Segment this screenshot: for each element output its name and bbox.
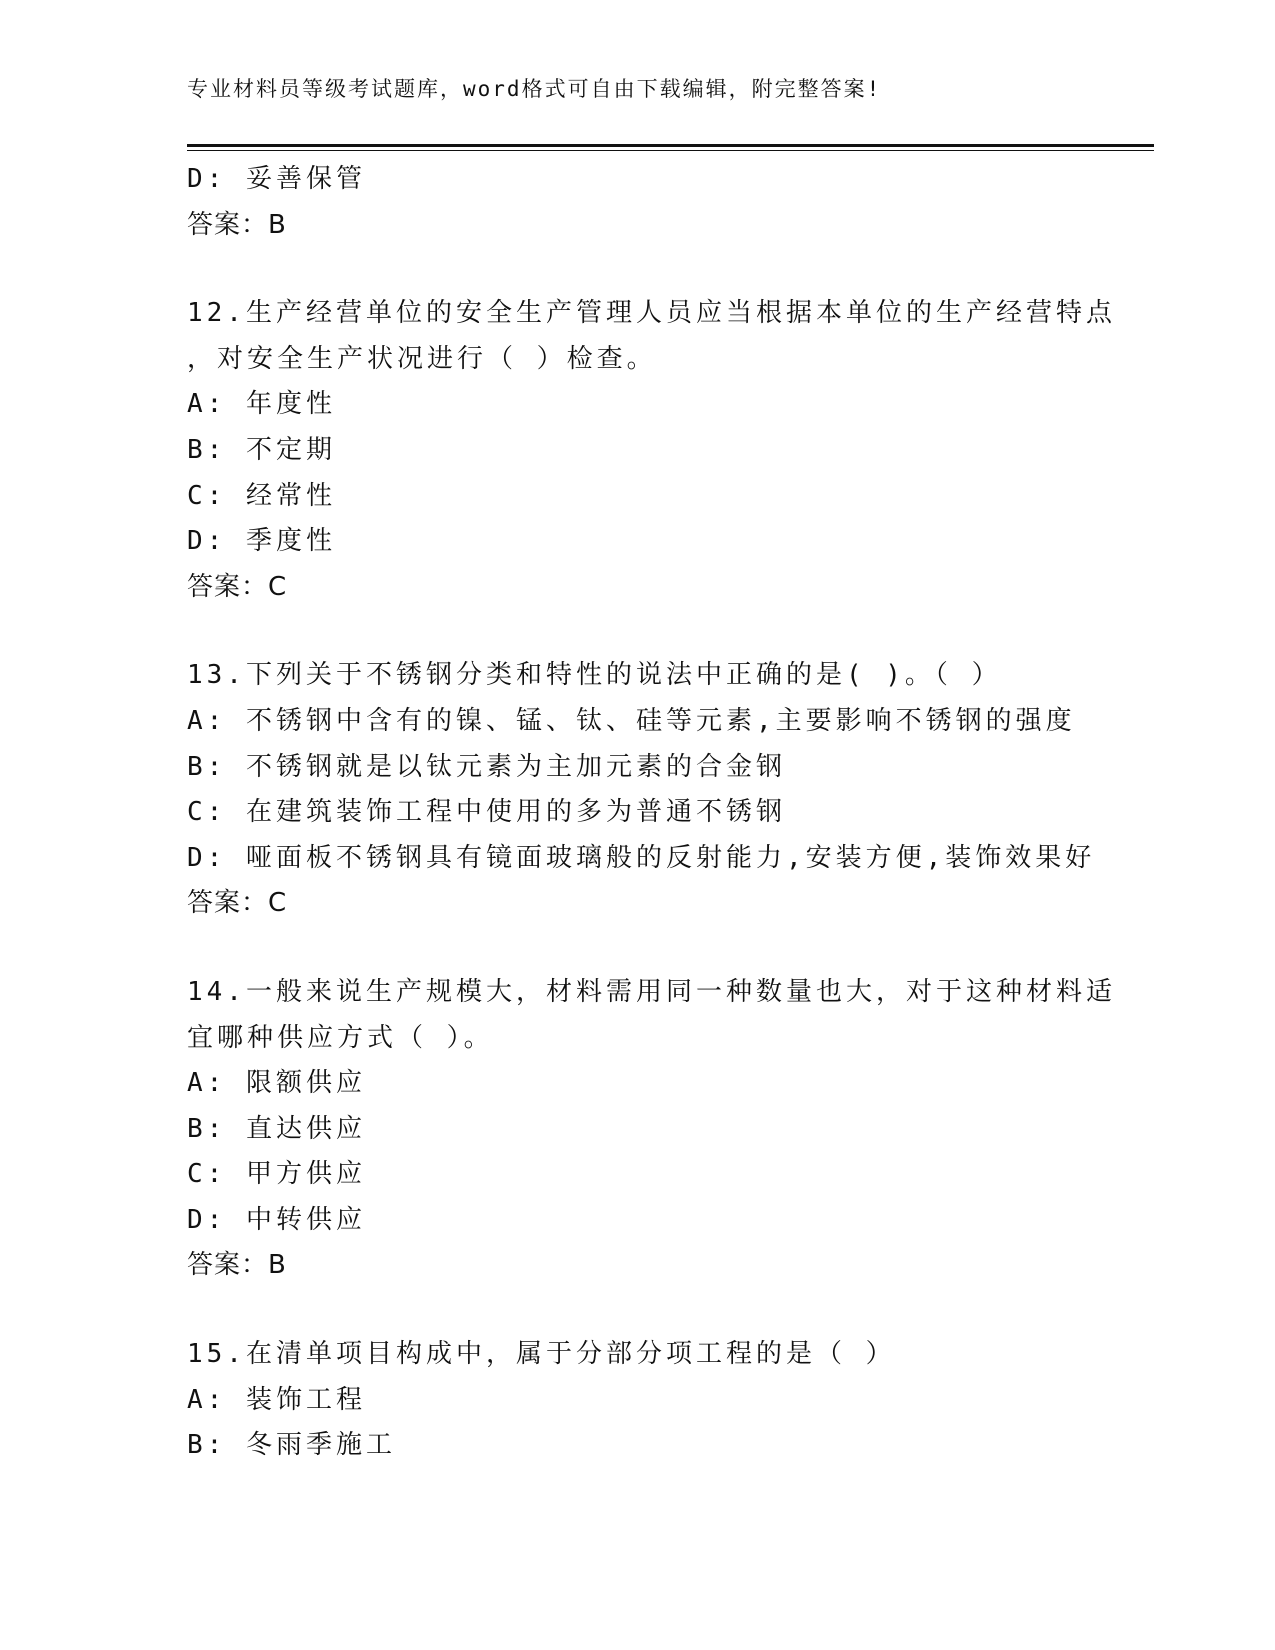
- option-c: C: 在建筑装饰工程中使用的多为普通不锈钢: [187, 797, 786, 828]
- option-b: B: 直达供应: [187, 1113, 366, 1144]
- header-rule-thick: [187, 144, 1154, 147]
- option-d: D: 中转供应: [187, 1204, 366, 1235]
- option-b: B: 不定期: [187, 434, 336, 465]
- option-a: A: 限额供应: [187, 1068, 366, 1099]
- question-11-tail: [187, 157, 1107, 248]
- option-d: D: 季度性: [187, 526, 336, 557]
- option-a: A: 年度性: [187, 389, 336, 420]
- question-13: [187, 653, 1107, 927]
- option-b: B: 不锈钢就是以钛元素为主加元素的合金钢: [187, 751, 786, 782]
- answer: 答案：B: [187, 1250, 287, 1281]
- question-list: [187, 157, 1116, 1469]
- question-15: [187, 1332, 1107, 1469]
- option-b: B: 冬雨季施工: [187, 1430, 396, 1461]
- question-stem: 14.一般来说生产规模大，材料需用同一种数量也大，对于这种材料适: [187, 976, 1116, 1007]
- answer: 答案：B: [187, 209, 287, 240]
- header-rule-thin: [187, 150, 1154, 151]
- option-a: A: 装饰工程: [187, 1384, 366, 1415]
- question-14: [187, 970, 1116, 1289]
- option-d: D: 哑面板不锈钢具有镜面玻璃般的反射能力,安装方便,装饰效果好: [187, 842, 1096, 873]
- option-c: C: 甲方供应: [187, 1159, 366, 1190]
- question-stem: ，对安全生产状况进行（ ）检查。: [187, 343, 657, 374]
- question-stem: 12.生产经营单位的安全生产管理人员应当根据本单位的生产经营特点: [187, 298, 1116, 329]
- question-stem: 13.下列关于不锈钢分类和特性的说法中正确的是( )。（ ）: [187, 660, 1002, 691]
- question-stem: 15.在清单项目构成中，属于分部分项工程的是（ ）: [187, 1339, 896, 1370]
- question-12: [187, 291, 1116, 610]
- page-header: 专业材料员等级考试题库，word格式可自由下载编辑，附完整答案!: [187, 77, 882, 101]
- answer: 答案：C: [187, 571, 288, 602]
- question-stem: 宜哪种供应方式（ ）。: [187, 1022, 494, 1053]
- option-d: D: 妥善保管: [187, 164, 366, 194]
- answer: 答案：C: [187, 888, 288, 919]
- option-c: C: 经常性: [187, 480, 336, 511]
- option-a: A: 不锈钢中含有的镍、锰、钛、硅等元素,主要影响不锈钢的强度: [187, 705, 1076, 736]
